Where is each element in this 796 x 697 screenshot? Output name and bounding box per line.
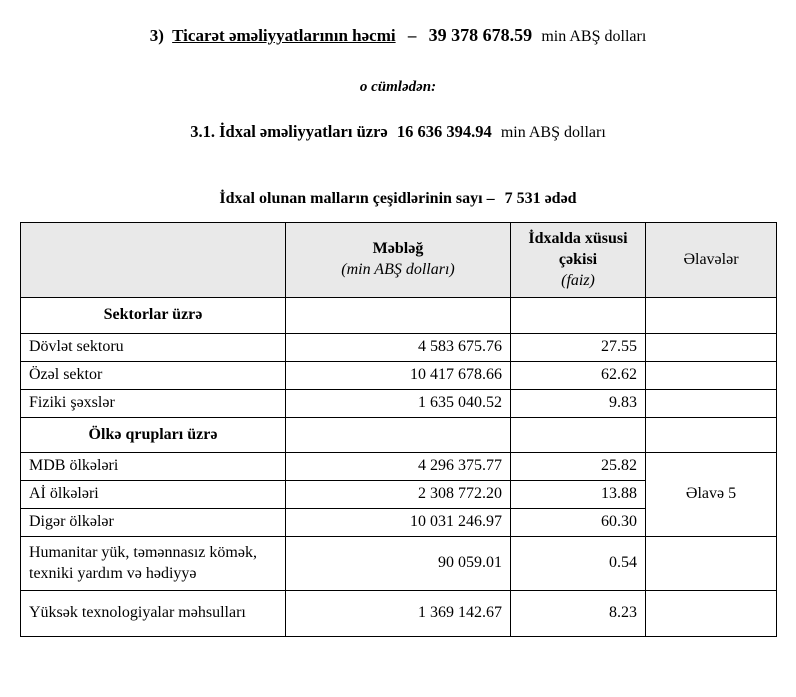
annex-note-cell: Əlavə 5 xyxy=(646,453,777,536)
heading-3-1-label: 3.1. İdxal əməliyyatları üzrə xyxy=(190,122,388,141)
table-header-row xyxy=(21,223,777,298)
heading-title: Ticarət əməliyyatlarının həcmi xyxy=(172,26,396,45)
table-row xyxy=(21,334,777,362)
heading-dash: – xyxy=(407,26,417,45)
table-row xyxy=(21,361,777,389)
row-amount: 10 417 678.66 xyxy=(286,361,511,389)
heading-unit: min ABŞ dolları xyxy=(541,28,647,45)
table-row-section-sectors xyxy=(21,298,777,334)
row-share: 9.83 xyxy=(511,389,646,417)
header-amount-cell xyxy=(286,223,511,298)
row-label: Yüksək texnologiyalar məhsulları xyxy=(21,591,286,637)
heading-3-1-unit: min ABŞ dolları xyxy=(500,124,606,141)
row-share: 62.62 xyxy=(511,361,646,389)
heading-3-1 xyxy=(20,122,776,142)
heading-3-1-value: 16 636 394.94 xyxy=(396,122,492,141)
empty-cell xyxy=(646,417,777,453)
row-share: 13.88 xyxy=(511,481,646,509)
table-row xyxy=(21,453,777,481)
empty-cell xyxy=(286,417,511,453)
row-label: Humanitar yük, təmənnasız kömək, texniki yardım və hədiyyə xyxy=(21,536,286,591)
row-share: 60.30 xyxy=(511,508,646,536)
empty-cell xyxy=(511,298,646,334)
row-label: Aİ ölkələri xyxy=(21,481,286,509)
row-label: MDB ölkələri xyxy=(21,453,286,481)
row-label: Özəl sektor xyxy=(21,361,286,389)
row-share: 25.82 xyxy=(511,453,646,481)
row-amount: 1 635 040.52 xyxy=(286,389,511,417)
empty-cell xyxy=(646,361,777,389)
header-amount-title: Məbləğ xyxy=(372,240,424,258)
import-operations-table xyxy=(20,222,777,637)
row-label: Dövlət sektoru xyxy=(21,334,286,362)
row-share: 0.54 xyxy=(511,536,646,591)
empty-cell xyxy=(511,417,646,453)
table-title-value: 7 531 ədəd xyxy=(504,190,577,207)
empty-cell xyxy=(646,298,777,334)
empty-cell xyxy=(646,591,777,637)
section-label: Sektorlar üzrə xyxy=(21,298,286,334)
header-share-cell xyxy=(511,223,646,298)
page-title xyxy=(20,24,776,47)
heading-number: 3) xyxy=(149,26,164,45)
table-row xyxy=(21,389,777,417)
header-notes-cell: Əlavələr xyxy=(646,223,777,298)
empty-cell xyxy=(646,389,777,417)
table-title-label: İdxal olunan malların çeşidlərinin sayı – xyxy=(219,190,495,207)
row-amount: 1 369 142.67 xyxy=(286,591,511,637)
empty-cell xyxy=(646,536,777,591)
table-row xyxy=(21,536,777,591)
heading-value: 39 378 678.59 xyxy=(428,25,533,45)
subheading: o cümlədən: xyxy=(359,79,437,95)
header-amount-sub: (min ABŞ dolları) xyxy=(341,261,455,279)
empty-cell xyxy=(286,298,511,334)
section-label: Ölkə qrupları üzrə xyxy=(21,417,286,453)
header-share-sub: (faiz) xyxy=(561,271,595,289)
header-share-title: İdxalda xüsusi çəkisi xyxy=(528,230,628,268)
row-label: Digər ölkələr xyxy=(21,508,286,536)
row-amount: 4 583 675.76 xyxy=(286,334,511,362)
row-amount: 4 296 375.77 xyxy=(286,453,511,481)
row-amount: 2 308 772.20 xyxy=(286,481,511,509)
header-empty-cell xyxy=(21,223,286,298)
row-label: Fiziki şəxslər xyxy=(21,389,286,417)
row-share: 27.55 xyxy=(511,334,646,362)
table-row xyxy=(21,591,777,637)
table-title xyxy=(20,190,776,208)
table-row-section-countries xyxy=(21,417,777,453)
row-share: 8.23 xyxy=(511,591,646,637)
row-amount: 90 059.01 xyxy=(286,536,511,591)
empty-cell xyxy=(646,334,777,362)
row-amount: 10 031 246.97 xyxy=(286,508,511,536)
